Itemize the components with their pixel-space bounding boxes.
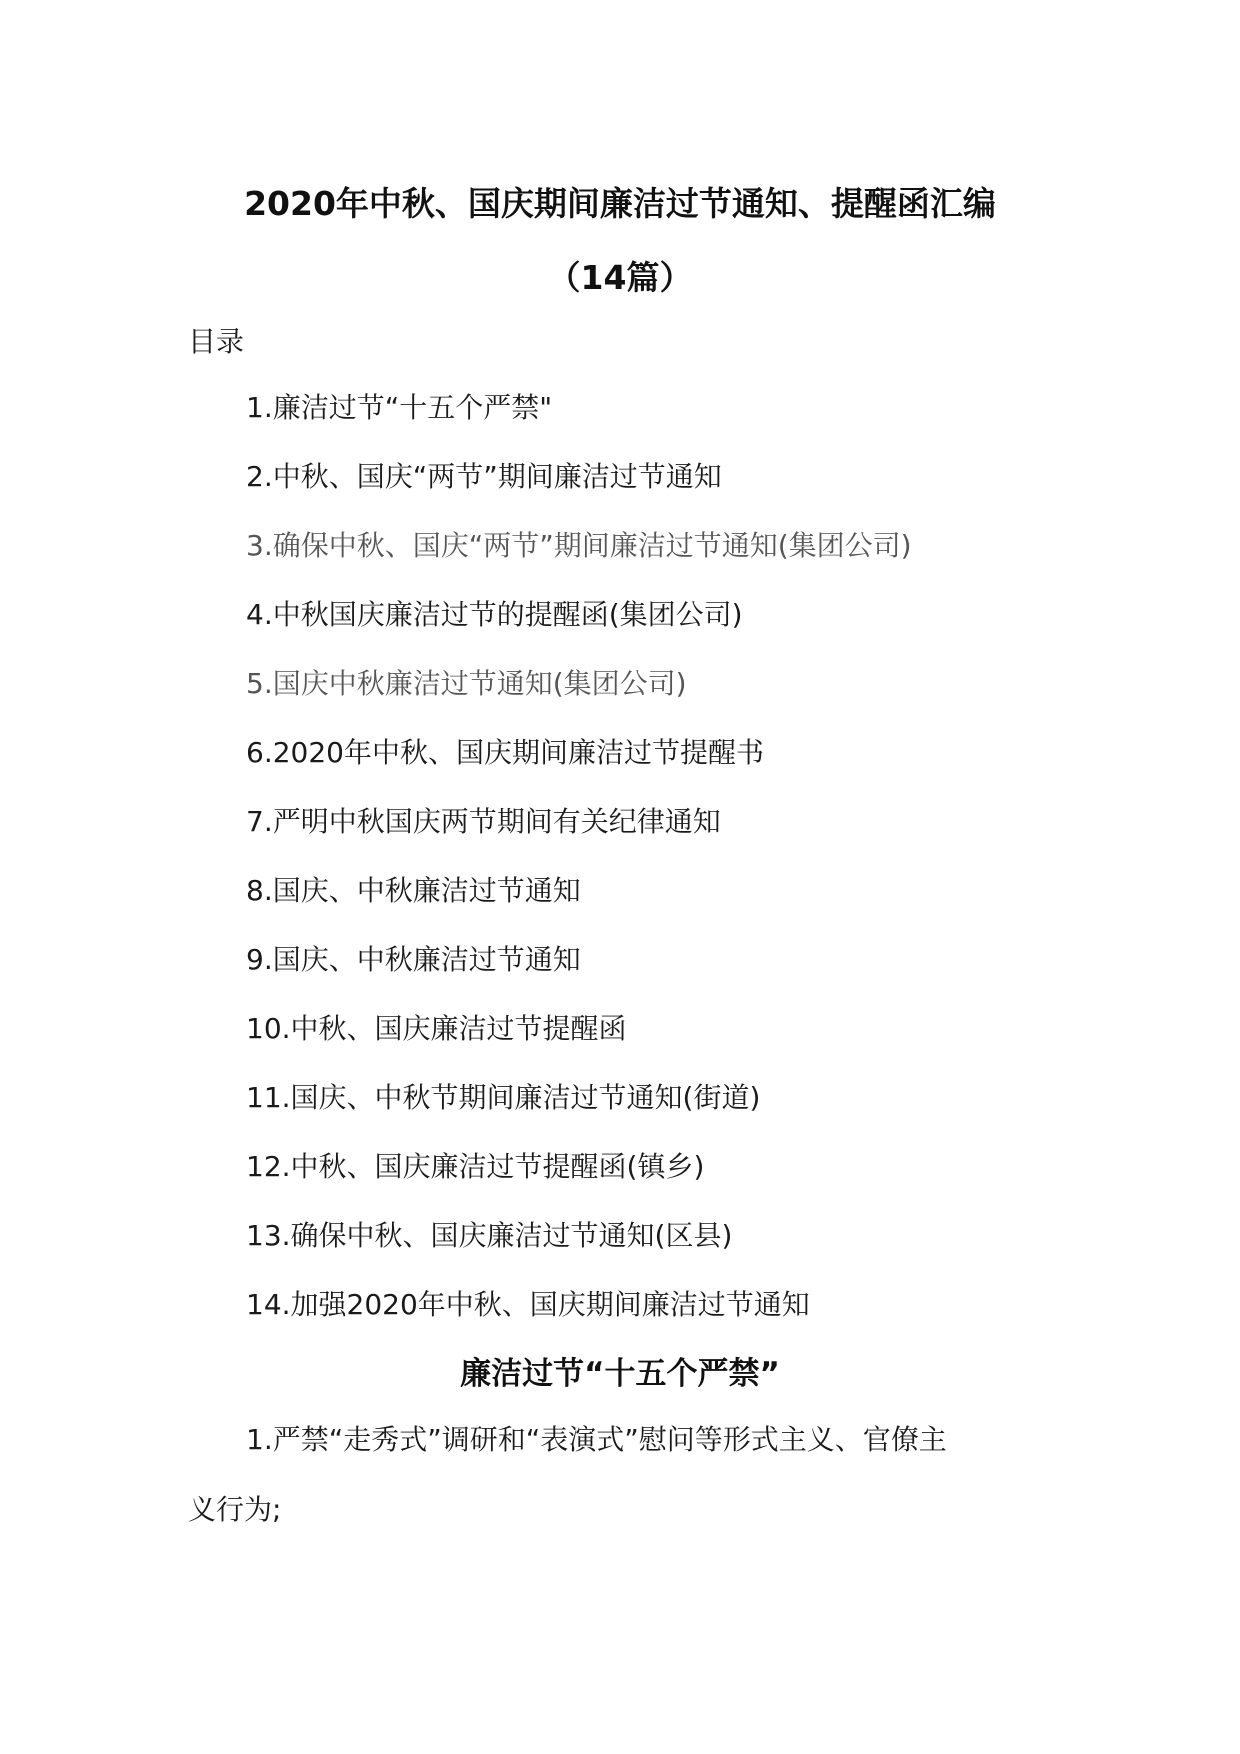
toc-item-1[interactable]: 1.廉洁过节“十五个严禁" [246, 391, 553, 424]
toc-item-11[interactable]: 11.国庆、中秋节期间廉洁过节通知(街道) [246, 1081, 761, 1114]
toc-item-14[interactable]: 14.加强2020年中秋、国庆期间廉洁过节通知 [246, 1288, 810, 1321]
document-title: 2020年中秋、国庆期间廉洁过节通知、提醒函汇编 [244, 184, 996, 223]
toc-item-13[interactable]: 13.确保中秋、国庆廉洁过节通知(区县) [246, 1219, 733, 1252]
section-heading: 廉洁过节“十五个严禁” [460, 1356, 780, 1392]
paragraph-line-1: 1.严禁“走秀式”调研和“表演式”慰问等形式主义、官僚主 [246, 1423, 947, 1456]
table-of-contents [246, 388, 912, 1354]
paragraph-line-2: 义行为; [188, 1493, 282, 1526]
toc-item-3[interactable]: 3.确保中秋、国庆“两节”期间廉洁过节通知(集团公司) [246, 529, 912, 562]
toc-heading: 目录 [188, 325, 245, 358]
toc-item-2[interactable]: 2.中秋、国庆“两节”期间廉洁过节通知 [246, 460, 722, 493]
toc-item-5[interactable]: 5.国庆中秋廉洁过节通知(集团公司) [246, 667, 687, 700]
toc-item-7[interactable]: 7.严明中秋国庆两节期间有关纪律通知 [246, 805, 721, 838]
toc-item-4[interactable]: 4.中秋国庆廉洁过节的提醒函(集团公司) [246, 598, 743, 631]
document-title-count: （14篇） [547, 258, 693, 297]
toc-item-12[interactable]: 12.中秋、国庆廉洁过节提醒函(镇乡) [246, 1150, 705, 1183]
toc-item-10[interactable]: 10.中秋、国庆廉洁过节提醒函 [246, 1012, 627, 1045]
toc-item-6[interactable]: 6.2020年中秋、国庆期间廉洁过节提醒书 [246, 736, 764, 769]
toc-item-9[interactable]: 9.国庆、中秋廉洁过节通知 [246, 943, 581, 976]
toc-item-8[interactable]: 8.国庆、中秋廉洁过节通知 [246, 874, 581, 907]
